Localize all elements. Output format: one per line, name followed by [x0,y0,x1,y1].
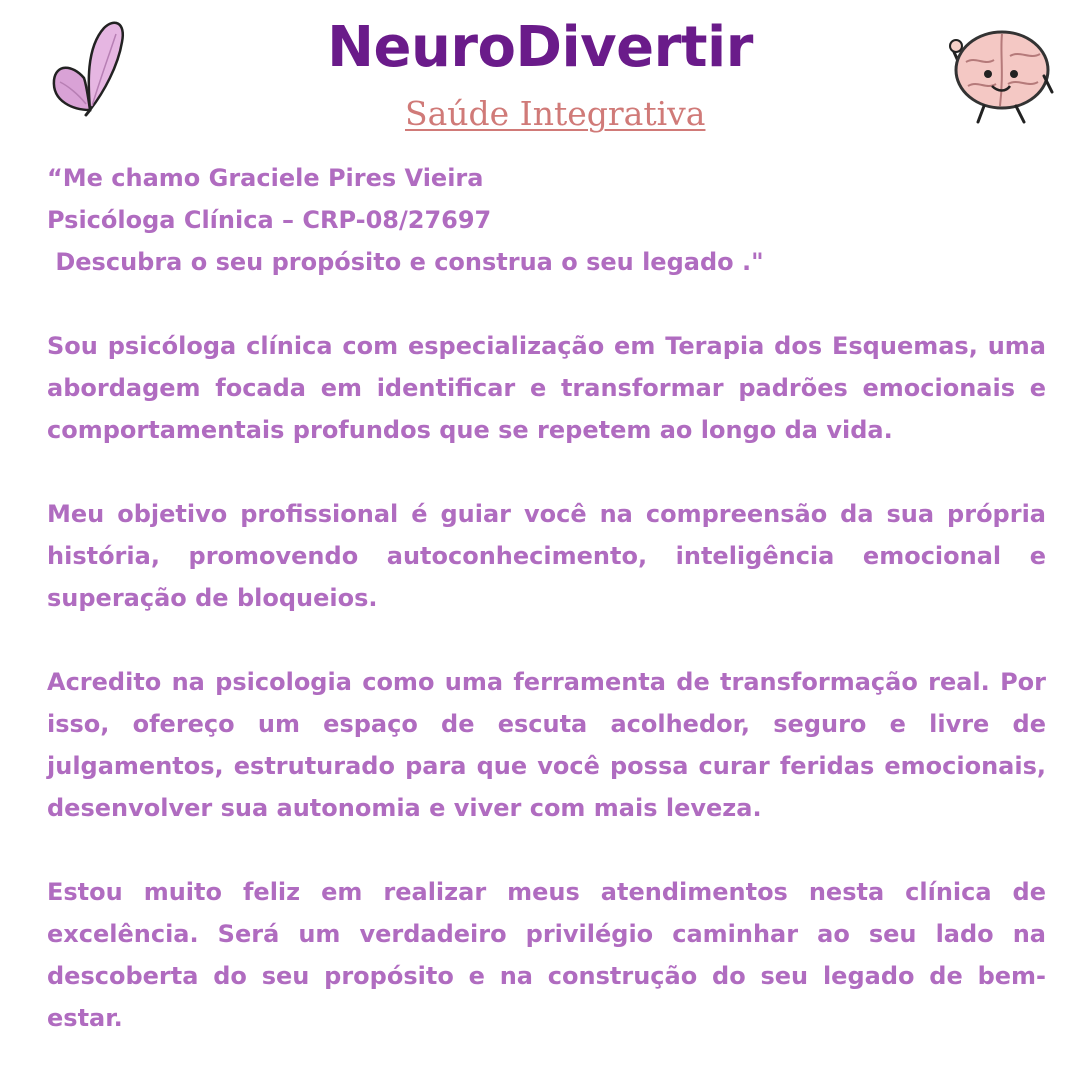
intro-block [47,157,1046,283]
brain-mascot-icon [944,22,1056,126]
paragraph-specialization: Sou psicóloga clínica com especialização em Terapia dos Esquemas, uma abordagem focada em identificar e transformar padrões emocionais e comportamentais profundos que se repetem ao longo da vida. [47,332,1046,444]
profile-text [47,157,1046,1039]
intro-tagline: Descubra o seu propósito e construa o seu legado ." [47,248,764,276]
intro-credentials-line: Psicóloga Clínica – CRP-08/27697 [47,206,492,234]
paragraph-objective: Meu objetivo profissional é guiar você na compreensão da sua própria história, promovendo autoconhecimento, inteligência emocional e superação de bloqueios. [47,500,1046,612]
intro-name-line: “Me chamo Graciele Pires Vieira [47,164,484,192]
paragraph-closing: Estou muito feliz em realizar meus atendimentos nesta clínica de excelência. Será um verdadeiro privilégio caminhar ao seu lado na descoberta do seu propósito e na construção do seu legado de bem-estar. [47,878,1046,1032]
paragraph-approach: Acredito na psicologia como uma ferramenta de transformação real. Por isso, ofereço um espaço de escuta acolhedor, seguro e livre de julgamentos, estruturado para que você possa curar feridas emocionais, desenvolver sua autonomia e viver com mais leveza. [47,668,1046,822]
brand-subtitle: Saúde Integrativa [405,94,706,133]
brand-title: NeuroDivertir [327,15,753,80]
